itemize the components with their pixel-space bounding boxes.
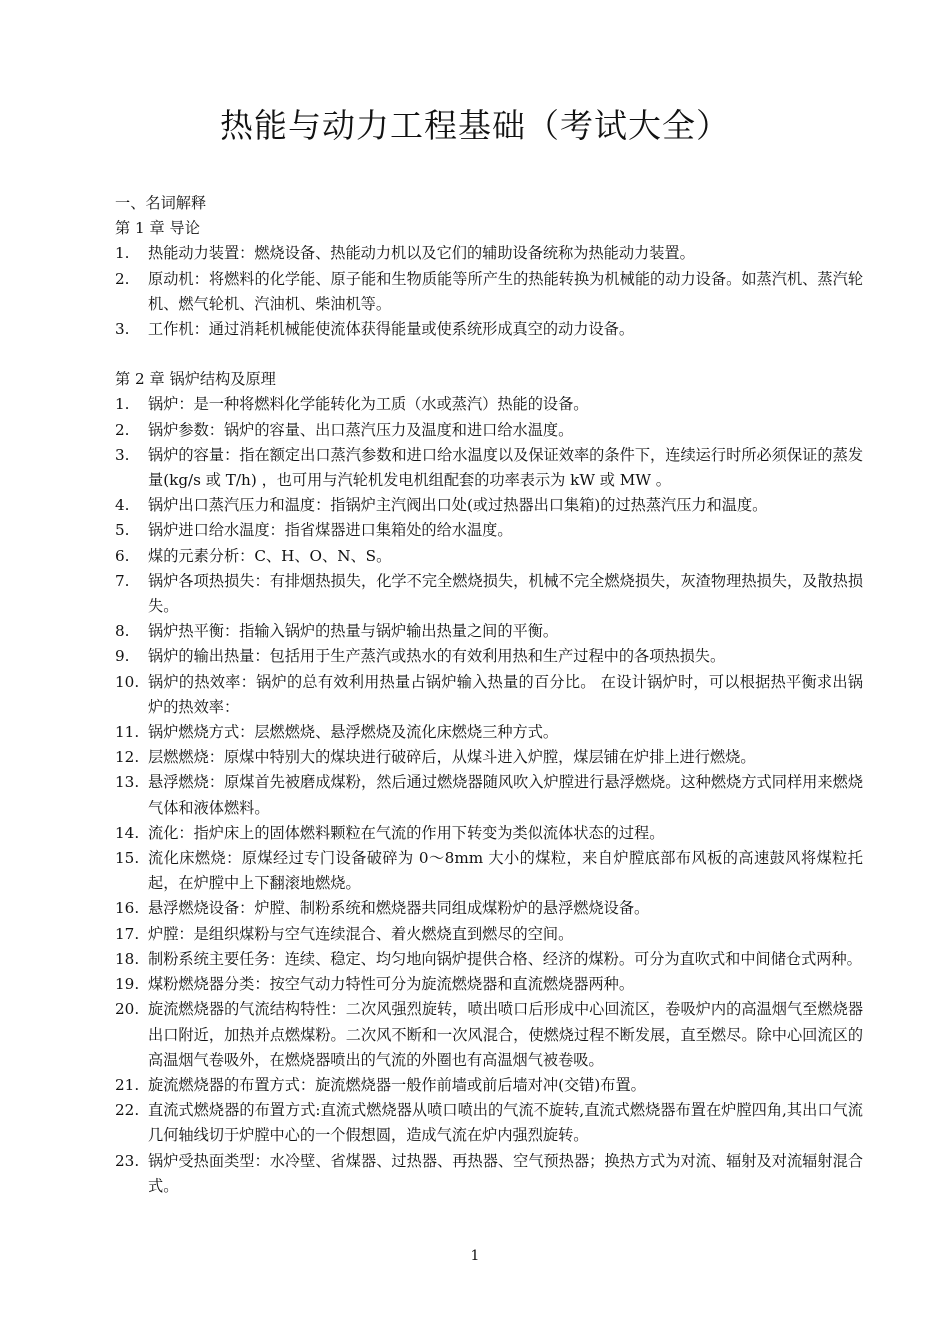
definition-item	[115, 241, 863, 266]
item-number: 7.	[115, 571, 130, 590]
item-number: 3.	[115, 320, 130, 339]
section-title: 一、名词解释	[115, 194, 207, 212]
definition-item	[115, 518, 863, 543]
definition-item	[115, 821, 863, 846]
item-text: 煤粉燃烧器分类：按空气动力特性可分为旋流燃烧器和直流燃烧器两种。	[148, 975, 634, 994]
definition-item	[115, 745, 863, 770]
chapter-heading: 第 2 章 锅炉结构及原理	[115, 370, 276, 389]
item-text: 工作机：通过消耗机械能使流体获得能量或使系统形成真空的动力设备。	[148, 320, 634, 339]
definition-item	[115, 1149, 863, 1199]
item-number: 19.	[115, 975, 140, 994]
item-number: 13.	[115, 773, 140, 792]
item-number: 3.	[115, 445, 130, 464]
item-number: 18.	[115, 949, 140, 968]
item-text: 锅炉受热面类型：水冷壁、省煤器、过热器、再热器、空气预热器；换热方式为对流、辐射及对流辐射混合式。	[148, 1151, 863, 1195]
item-number: 12.	[115, 748, 140, 767]
item-number: 8.	[115, 622, 130, 641]
item-text: 悬浮燃烧设备：炉膛、制粉系统和燃烧器共同组成煤粉炉的悬浮燃烧设备。	[148, 899, 650, 918]
item-number: 11.	[115, 723, 140, 742]
item-text: 煤的元素分析：C、H、O、N、S。	[148, 546, 392, 565]
item-text: 锅炉进口给水温度：指省煤器进口集箱处的给水温度。	[148, 521, 513, 540]
item-number: 16.	[115, 899, 140, 918]
page-number: 1	[470, 1248, 480, 1264]
item-text: 直流式燃烧器的布置方式:直流式燃烧器从喷口喷出的气流不旋转,直流式燃烧器布置在炉膛四角,其出口气流几何轴线切于炉膛中心的一个假想圆，造成气流在炉内强烈旋转。	[148, 1101, 863, 1145]
item-text: 锅炉燃烧方式：层燃燃烧、悬浮燃烧及流化床燃烧三种方式。	[148, 723, 559, 742]
item-number: 2.	[115, 269, 130, 288]
item-number: 9.	[115, 647, 130, 666]
item-text: 旋流燃烧器的气流结构特性：二次风强烈旋转，喷出喷口后形成中心回流区，卷吸炉内的高温烟气至燃烧器出口附近，加热并点燃煤粉。二次风不断和一次风混合，使燃烧过程不断发展，直至燃尽。除中心回流区的高温烟气卷吸外，在燃烧器喷出的气流的外圈也有高温烟气被卷吸。	[148, 1000, 863, 1069]
item-text: 悬浮燃烧：原煤首先被磨成煤粉，然后通过燃烧器随风吹入炉膛进行悬浮燃烧。这种燃烧方式同样用来燃烧气体和液体燃料。	[148, 773, 863, 817]
item-text: 热能动力装置：燃烧设备、热能动力机以及它们的辅助设备统称为热能动力装置。	[148, 244, 695, 263]
item-number: 22.	[115, 1101, 140, 1120]
definition-item	[115, 972, 863, 997]
definition-item	[115, 1073, 863, 1098]
item-number: 2.	[115, 420, 130, 439]
definition-item	[115, 896, 863, 921]
definition-item	[115, 418, 863, 443]
document-title: 热能与动力工程基础（考试大全）	[220, 106, 730, 145]
item-number: 20.	[115, 1000, 140, 1019]
item-text: 制粉系统主要任务：连续、稳定、均匀地向锅炉提供合格、经济的煤粉。可分为直吹式和中间储仓式两种。	[148, 949, 862, 968]
definition-item	[115, 846, 863, 896]
definition-item	[115, 569, 863, 619]
definition-item	[115, 922, 863, 947]
item-number: 15.	[115, 849, 140, 868]
definition-item	[115, 544, 863, 569]
item-text: 锅炉的热效率：锅炉的总有效利用热量占锅炉输入热量的百分比。 在设计锅炉时，可以根据热平衡求出锅炉的热效率：	[148, 672, 863, 716]
item-number: 23.	[115, 1151, 140, 1170]
chapter-heading: 第 1 章 导论	[115, 219, 200, 238]
item-number: 1.	[115, 244, 130, 263]
document-body	[115, 191, 863, 1199]
item-text: 锅炉：是一种将燃料化学能转化为工质（水或蒸汽）热能的设备。	[148, 395, 589, 414]
definition-item	[115, 493, 863, 518]
item-text: 锅炉热平衡：指输入锅炉的热量与锅炉输出热量之间的平衡。	[148, 622, 559, 641]
definition-item	[115, 670, 863, 720]
item-text: 锅炉出口蒸汽压力和温度：指锅炉主汽阀出口处(或过热器出口集箱)的过热蒸汽压力和温度。	[148, 496, 768, 515]
item-text: 层燃燃烧：原煤中特别大的煤块进行破碎后，从煤斗进入炉膛，煤层铺在炉排上进行燃烧。	[148, 748, 756, 767]
definition-item	[115, 392, 863, 417]
definition-item	[115, 619, 863, 644]
item-number: 1.	[115, 395, 130, 414]
definition-item	[115, 720, 863, 745]
item-text: 原动机：将燃料的化学能、原子能和生物质能等所产生的热能转换为机械能的动力设备。如蒸汽机、蒸汽轮机、燃气轮机、汽油机、柴油机等。	[148, 269, 863, 313]
chapter-spacer	[115, 342, 863, 367]
item-text: 旋流燃烧器的布置方式：旋流燃烧器一般作前墙或前后墙对冲(交错)布置。	[148, 1075, 646, 1094]
definition-item	[115, 443, 863, 493]
item-number: 10.	[115, 672, 140, 691]
item-number: 21.	[115, 1075, 140, 1094]
item-text: 流化：指炉床上的固体燃料颗粒在气流的作用下转变为类似流体状态的过程。	[148, 823, 665, 842]
item-text: 锅炉参数：锅炉的容量、出口蒸汽压力及温度和进口给水温度。	[148, 420, 574, 439]
item-number: 14.	[115, 823, 140, 842]
item-text: 锅炉的输出热量：包括用于生产蒸汽或热水的有效利用热和生产过程中的各项热损失。	[148, 647, 726, 666]
definition-item	[115, 644, 863, 669]
item-text: 流化床燃烧：原煤经过专门设备破碎为 0～8mm 大小的煤粒，来自炉膛底部布风板的高速鼓风将煤粒托起，在炉膛中上下翻滚地燃烧。	[148, 849, 863, 893]
item-number: 6.	[115, 546, 130, 565]
item-number: 5.	[115, 521, 130, 540]
definition-item	[115, 947, 863, 972]
definition-item	[115, 267, 863, 317]
definition-item	[115, 997, 863, 1073]
item-number: 17.	[115, 924, 140, 943]
definition-item	[115, 317, 863, 342]
item-text: 锅炉各项热损失：有排烟热损失，化学不完全燃烧损失，机械不完全燃烧损失，灰渣物理热损失，及散热损失。	[148, 571, 863, 616]
item-number: 4.	[115, 496, 130, 515]
item-text: 锅炉的容量：指在额定出口蒸汽参数和进口给水温度以及保证效率的条件下，连续运行时所必须保证的蒸发量(kg/s 或 T/h) ，也可用与汽轮机发电机组配套的功率表示为 kW 或 MW 。	[148, 445, 863, 490]
definition-item	[115, 1098, 863, 1148]
definition-item	[115, 770, 863, 820]
chapter-list	[115, 216, 863, 1199]
item-text: 炉膛：是组织煤粉与空气连续混合、着火燃烧直到燃尽的空间。	[148, 924, 574, 943]
